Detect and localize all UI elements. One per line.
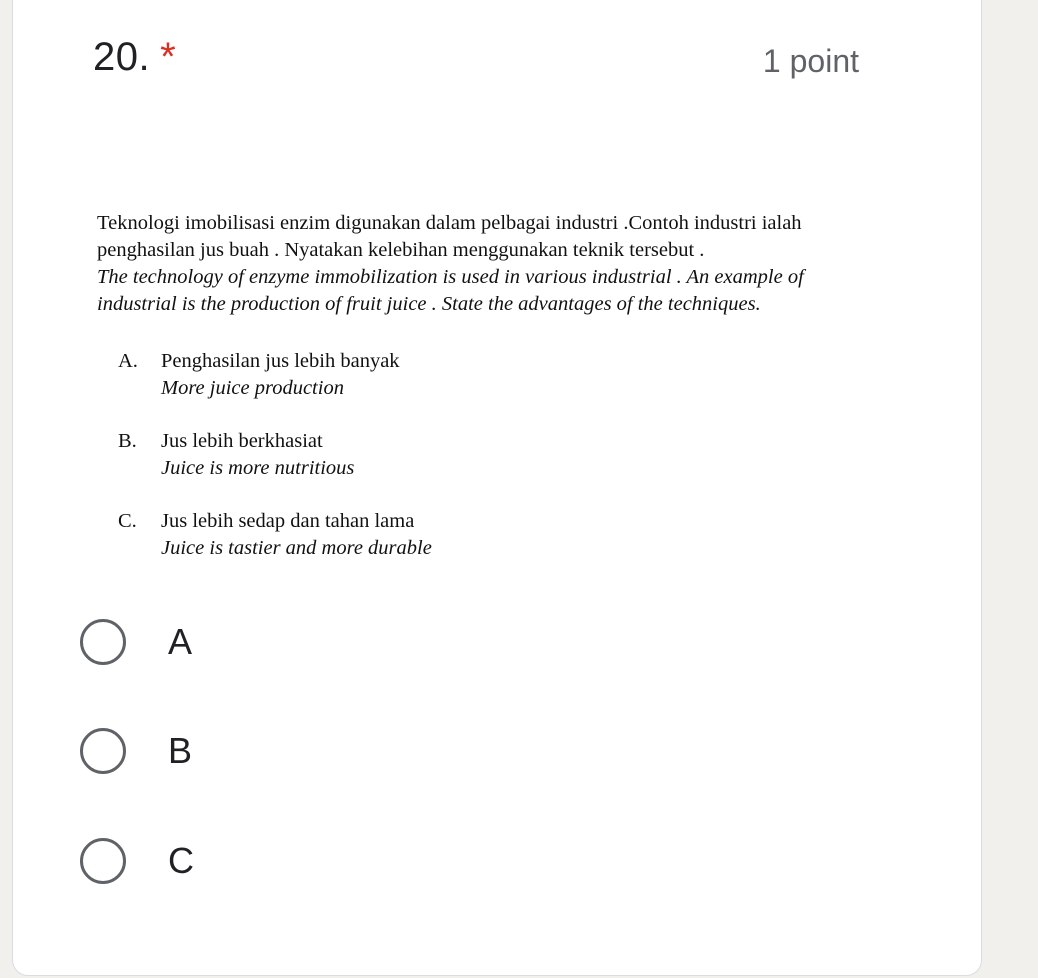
prompt-option-english: Juice is tastier and more durable (161, 537, 432, 559)
prompt-malay-line-1: Teknologi imobilisasi enzim digunakan dalam pelbagai industri .Contoh industri ialah (97, 212, 802, 234)
prompt-option-english: Juice is more nutritious (161, 457, 355, 479)
prompt-option-c (118, 508, 917, 562)
choice-b[interactable] (80, 728, 192, 774)
prompt-option-letter: B. (118, 430, 137, 452)
prompt-option-malay: Penghasilan jus lebih banyak (161, 350, 400, 372)
choice-label: A (168, 621, 193, 662)
choice-a[interactable] (80, 619, 192, 665)
question-number (93, 35, 176, 80)
page-margin (1000, 0, 1038, 978)
question-image (97, 210, 917, 588)
choice-label: C (168, 840, 194, 881)
question-points: 1 point (762, 43, 859, 79)
prompt-option-malay: Jus lebih sedap dan tahan lama (161, 510, 415, 532)
radio-button-icon[interactable] (80, 838, 126, 884)
radio-button-icon[interactable] (80, 619, 126, 665)
prompt-option-malay: Jus lebih berkhasiat (161, 430, 323, 452)
choice-label: B (168, 730, 193, 771)
prompt-malay-line-2: penghasilan jus buah . Nyatakan kelebihan menggunakan teknik tersebut . (97, 239, 705, 261)
prompt-english-line-1: The technology of enzyme immobilization is used in various industrial . An example of (97, 266, 804, 288)
prompt-option-english: More juice production (161, 377, 344, 399)
radio-button-icon[interactable] (80, 728, 126, 774)
prompt-option-letter: A. (118, 350, 138, 372)
prompt-english-line-2: industrial is the production of fruit juice . State the advantages of the techniques. (97, 293, 761, 315)
required-asterisk: * (160, 35, 177, 79)
prompt-option-letter: C. (118, 510, 137, 532)
prompt-option-list (97, 348, 917, 562)
choice-c[interactable] (80, 838, 194, 884)
prompt-option-a (118, 348, 917, 402)
prompt-option-b (118, 428, 917, 482)
question-number-text: 20. (93, 35, 151, 79)
